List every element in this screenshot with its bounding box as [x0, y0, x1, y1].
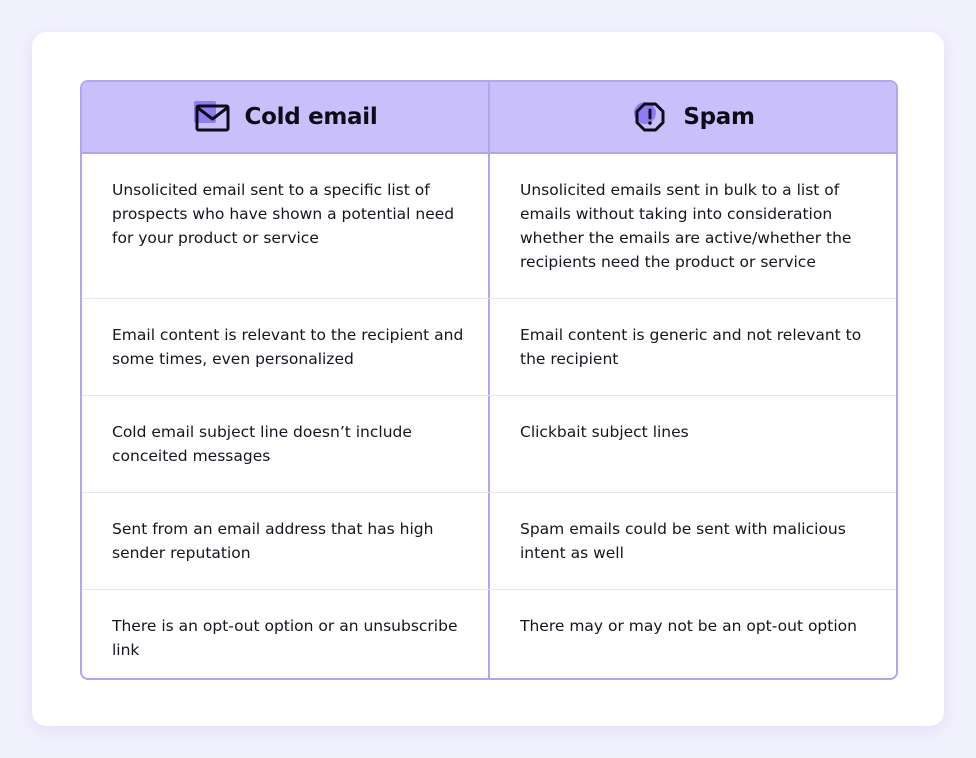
- table-row: [82, 493, 896, 590]
- comparison-table: [80, 80, 898, 680]
- cold-email-cell: Cold email subject line doesn’t include conceited messages: [82, 396, 490, 492]
- header-spam: [490, 82, 896, 152]
- spam-cell: Spam emails could be sent with malicious intent as well: [520, 520, 846, 562]
- spam-cell: There may or may not be an opt-out option: [520, 617, 857, 635]
- cold-email-cell: Unsolicited email sent to a specific list of prospects who have shown a potential need for your product or service: [82, 154, 490, 298]
- alert-octagon-icon: [631, 98, 669, 136]
- cold-email-cell: Email content is relevant to the recipient and some times, even personalized: [82, 299, 490, 395]
- header-title-cold-email: Cold email: [244, 104, 378, 130]
- header-title-spam: Spam: [683, 104, 755, 130]
- spam-cell: Unsolicited emails sent in bulk to a list of emails without taking into consideration whether the emails are active/whether the recipients need the product or service: [520, 181, 852, 271]
- table-body: [82, 154, 896, 678]
- table-header: [82, 82, 896, 154]
- cold-email-cell: Sent from an email address that has high sender reputation: [82, 493, 490, 589]
- spam-cell: Email content is generic and not relevant to the recipient: [520, 326, 862, 368]
- table-row: [82, 396, 896, 493]
- mail-icon: [193, 98, 231, 136]
- table-row: [82, 154, 896, 299]
- table-row: [82, 590, 896, 680]
- table-row: [82, 299, 896, 396]
- spam-cell: Clickbait subject lines: [520, 423, 689, 441]
- header-cold-email: [82, 82, 490, 152]
- cold-email-cell: There is an opt-out option or an unsubscribe link: [82, 590, 490, 680]
